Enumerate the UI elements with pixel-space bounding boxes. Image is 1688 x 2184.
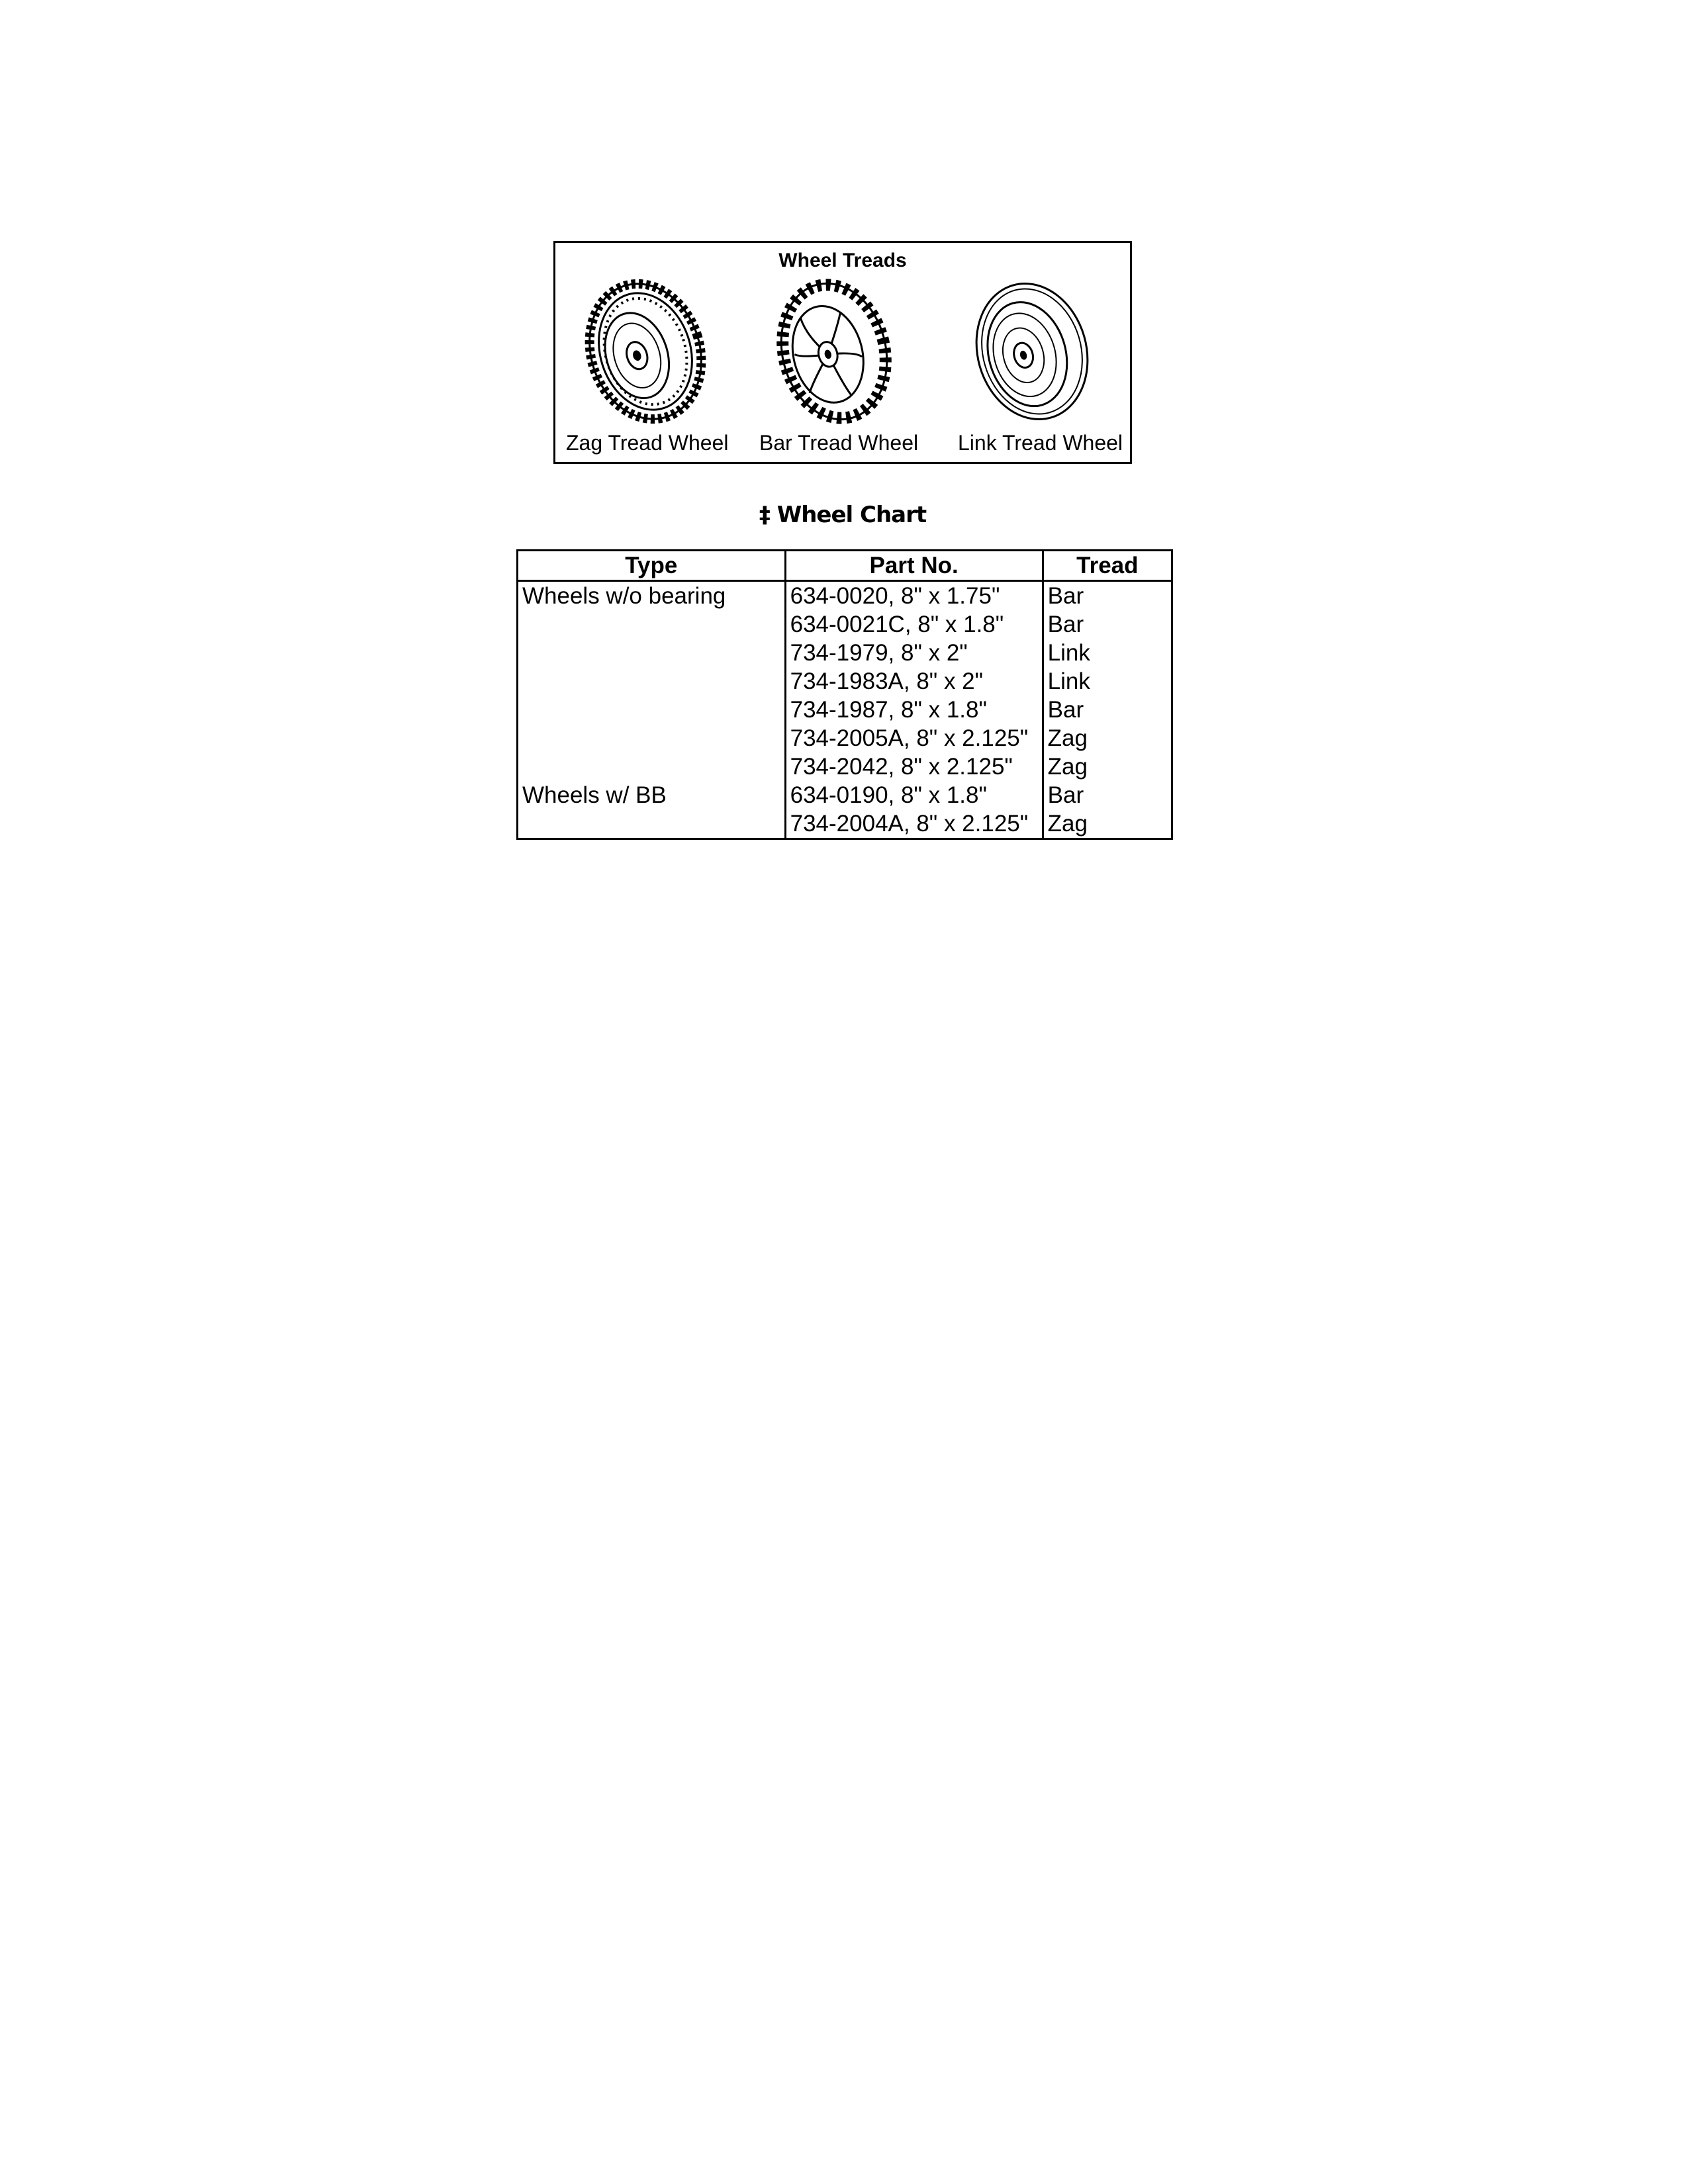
cell-part-no: 734-1987, 8" x 1.8" bbox=[785, 696, 1043, 724]
wheel-chart-table bbox=[516, 549, 1173, 840]
cell-type: Wheels w/ BB bbox=[518, 781, 786, 809]
cell-tread: Link bbox=[1043, 639, 1172, 667]
cell-tread: Bar bbox=[1043, 781, 1172, 809]
cell-part-no: 634-0190, 8" x 1.8" bbox=[785, 781, 1043, 809]
cell-type bbox=[518, 639, 786, 667]
cell-type bbox=[518, 809, 786, 839]
table-row bbox=[518, 610, 1172, 639]
cell-tread: Zag bbox=[1043, 724, 1172, 752]
cell-tread: Link bbox=[1043, 667, 1172, 696]
cell-type bbox=[518, 667, 786, 696]
cell-tread: Bar bbox=[1043, 610, 1172, 639]
table-row bbox=[518, 696, 1172, 724]
table-row bbox=[518, 752, 1172, 781]
table-row bbox=[518, 667, 1172, 696]
cell-tread: Zag bbox=[1043, 752, 1172, 781]
wheel-chart-title: ‡ Wheel Chart bbox=[759, 502, 927, 528]
wheel-treads-title: Wheel Treads bbox=[778, 250, 907, 271]
table-row bbox=[518, 639, 1172, 667]
cell-tread: Bar bbox=[1043, 696, 1172, 724]
cell-part-no: 634-0021C, 8" x 1.8" bbox=[785, 610, 1043, 639]
bar-tread-wheel-icon bbox=[771, 277, 897, 426]
link-tread-wheel-icon bbox=[966, 277, 1098, 426]
cell-tread: Bar bbox=[1043, 581, 1172, 611]
bar-tread-wheel-label: Bar Tread Wheel bbox=[759, 431, 919, 455]
wheel-treads-figure bbox=[553, 241, 1132, 464]
table-row bbox=[518, 581, 1172, 611]
table-row bbox=[518, 809, 1172, 839]
cell-type: Wheels w/o bearing bbox=[518, 581, 786, 611]
cell-part-no: 734-1983A, 8" x 2" bbox=[785, 667, 1043, 696]
link-tread-wheel-label: Link Tread Wheel bbox=[958, 431, 1123, 455]
cell-part-no: 734-2004A, 8" x 2.125" bbox=[785, 809, 1043, 839]
header-type: Type bbox=[518, 551, 786, 581]
cell-tread: Zag bbox=[1043, 809, 1172, 839]
cell-type bbox=[518, 696, 786, 724]
zag-tread-wheel-label: Zag Tread Wheel bbox=[566, 431, 729, 455]
header-part-no: Part No. bbox=[785, 551, 1043, 581]
cell-part-no: 634-0020, 8" x 1.75" bbox=[785, 581, 1043, 611]
cell-type bbox=[518, 610, 786, 639]
cell-part-no: 734-2005A, 8" x 2.125" bbox=[785, 724, 1043, 752]
table-row bbox=[518, 724, 1172, 752]
cell-type bbox=[518, 724, 786, 752]
zag-tread-wheel-icon bbox=[579, 277, 712, 426]
cell-part-no: 734-2042, 8" x 2.125" bbox=[785, 752, 1043, 781]
cell-part-no: 734-1979, 8" x 2" bbox=[785, 639, 1043, 667]
cell-type bbox=[518, 752, 786, 781]
table-row bbox=[518, 781, 1172, 809]
header-tread: Tread bbox=[1043, 551, 1172, 581]
table-header-row bbox=[518, 551, 1172, 581]
